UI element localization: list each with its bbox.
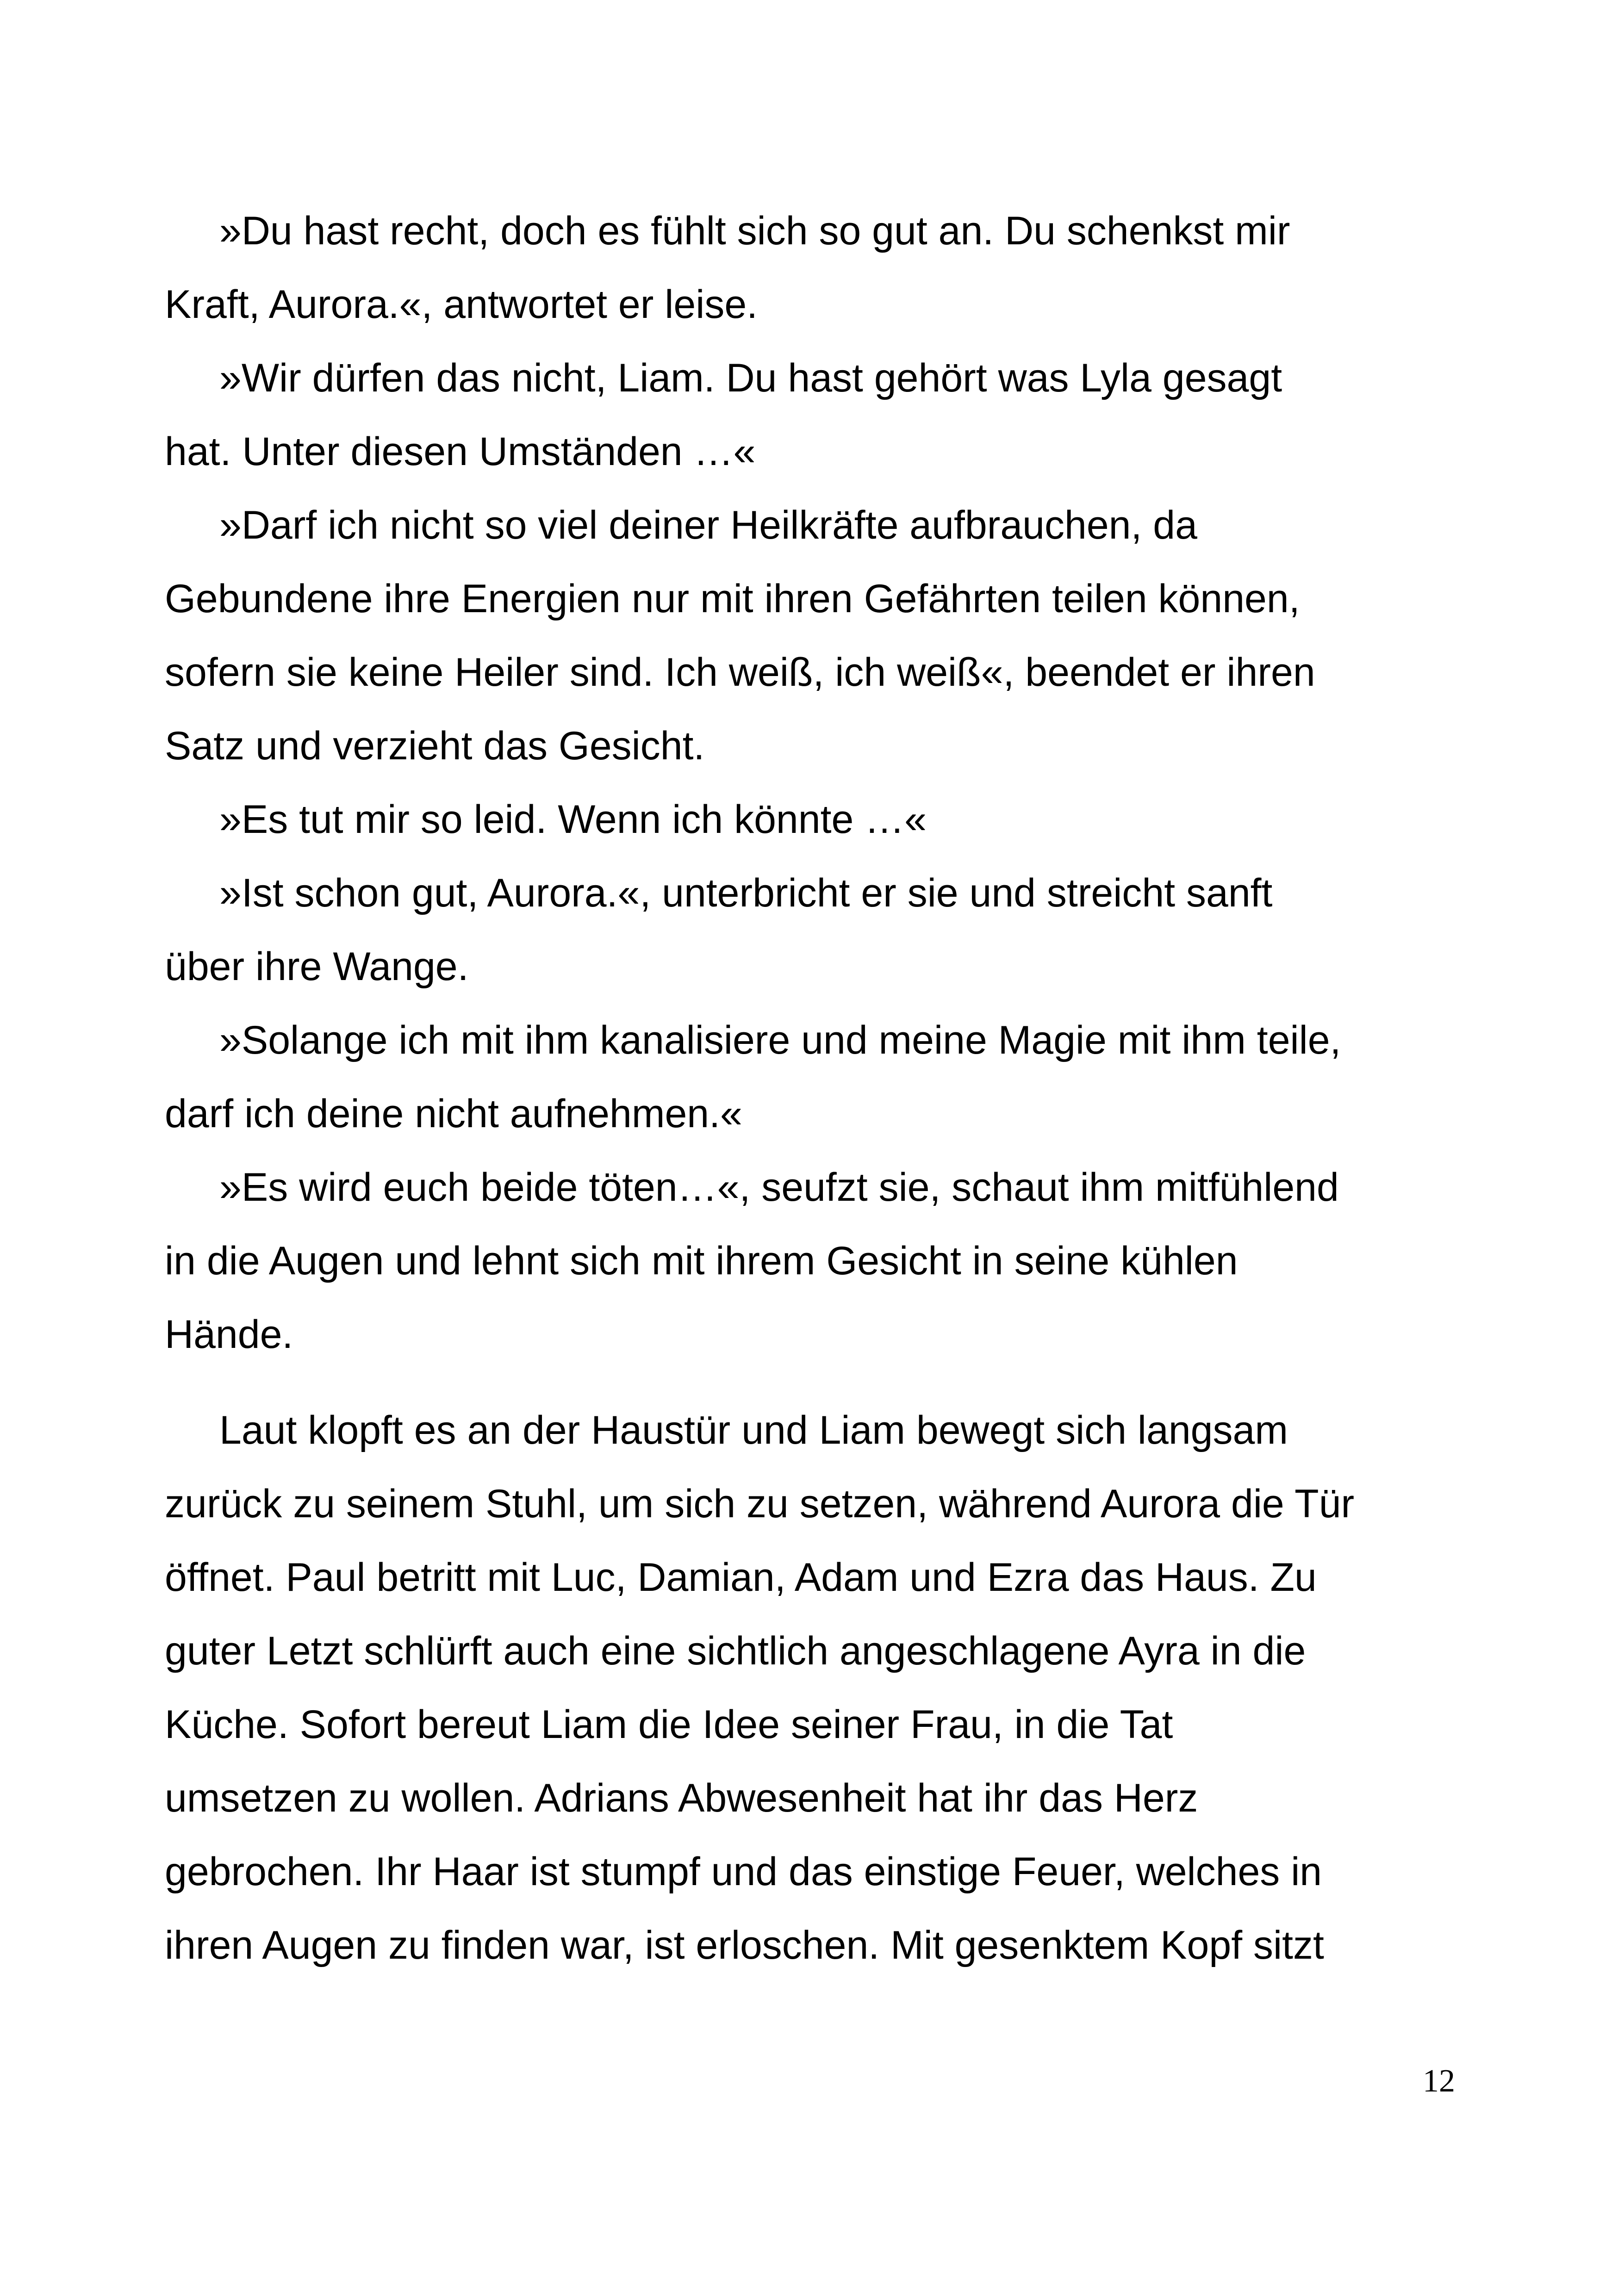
text-line: umsetzen zu wollen. Adrians Abwesenheit hat ihr das Herz: [165, 1776, 1198, 1820]
paragraph: [165, 194, 1456, 341]
text-line: »Wir dürfen das nicht, Liam. Du hast gehört was Lyla gesagt: [219, 356, 1282, 400]
text-line: öffnet. Paul betritt mit Luc, Damian, Adam und Ezra das Haus. Zu: [165, 1555, 1317, 1600]
text-line: Gebundene ihre Energien nur mit ihren Gefährten teilen können,: [165, 577, 1300, 621]
text-line: darf ich deine nicht aufnehmen.«: [165, 1092, 742, 1136]
text-line: gebrochen. Ihr Haar ist stumpf und das einstige Feuer, welches in: [165, 1849, 1322, 1894]
text-line: »Darf ich nicht so viel deiner Heilkräfte aufbrauchen, da: [219, 503, 1197, 547]
paragraph: [165, 1004, 1456, 1151]
page-number: 12: [1423, 2063, 1455, 2099]
text-line: Hände.: [165, 1312, 293, 1357]
text-line: »Es tut mir so leid. Wenn ich könnte …«: [219, 797, 927, 842]
text-line: »Solange ich mit ihm kanalisiere und meine Magie mit ihm teile,: [219, 1018, 1341, 1062]
paragraph: [165, 489, 1456, 783]
text-line: hat. Unter diesen Umständen …«: [165, 429, 756, 474]
paragraph: [165, 856, 1456, 1004]
text-line: Laut klopft es an der Haustür und Liam bewegt sich langsam: [219, 1408, 1288, 1452]
text-line: »Es wird euch beide töten…«, seufzt sie, schaut ihm mitfühlend: [219, 1165, 1339, 1210]
paragraph: [165, 1394, 1456, 1982]
text-line: zurück zu seinem Stuhl, um sich zu setzen, während Aurora die Tür: [165, 1482, 1355, 1526]
text-line: Küche. Sofort bereut Liam die Idee seiner Frau, in die Tat: [165, 1702, 1173, 1747]
paragraph: [165, 1151, 1456, 1371]
text-line: guter Letzt schlürft auch eine sichtlich angeschlagene Ayra in die: [165, 1629, 1306, 1673]
text-line: in die Augen und lehnt sich mit ihrem Gesicht in seine kühlen: [165, 1239, 1238, 1283]
text-line: Kraft, Aurora.«, antwortet er leise.: [165, 282, 758, 327]
text-line: sofern sie keine Heiler sind. Ich weiß, ich weiß«, beendet er ihren: [165, 650, 1315, 695]
text-line: ihren Augen zu finden war, ist erloschen. Mit gesenktem Kopf sitzt: [165, 1923, 1324, 1967]
paragraph-spacer: [165, 1371, 1456, 1394]
body-text: [165, 194, 1456, 1982]
text-line: »Ist schon gut, Aurora.«, unterbricht er sie und streicht sanft: [219, 871, 1273, 915]
text-line: »Du hast recht, doch es fühlt sich so gut an. Du schenkst mir: [219, 209, 1290, 253]
text-line: über ihre Wange.: [165, 944, 469, 989]
paragraph: [165, 341, 1456, 489]
text-line: Satz und verzieht das Gesicht.: [165, 724, 705, 768]
paragraph: [165, 783, 1456, 856]
